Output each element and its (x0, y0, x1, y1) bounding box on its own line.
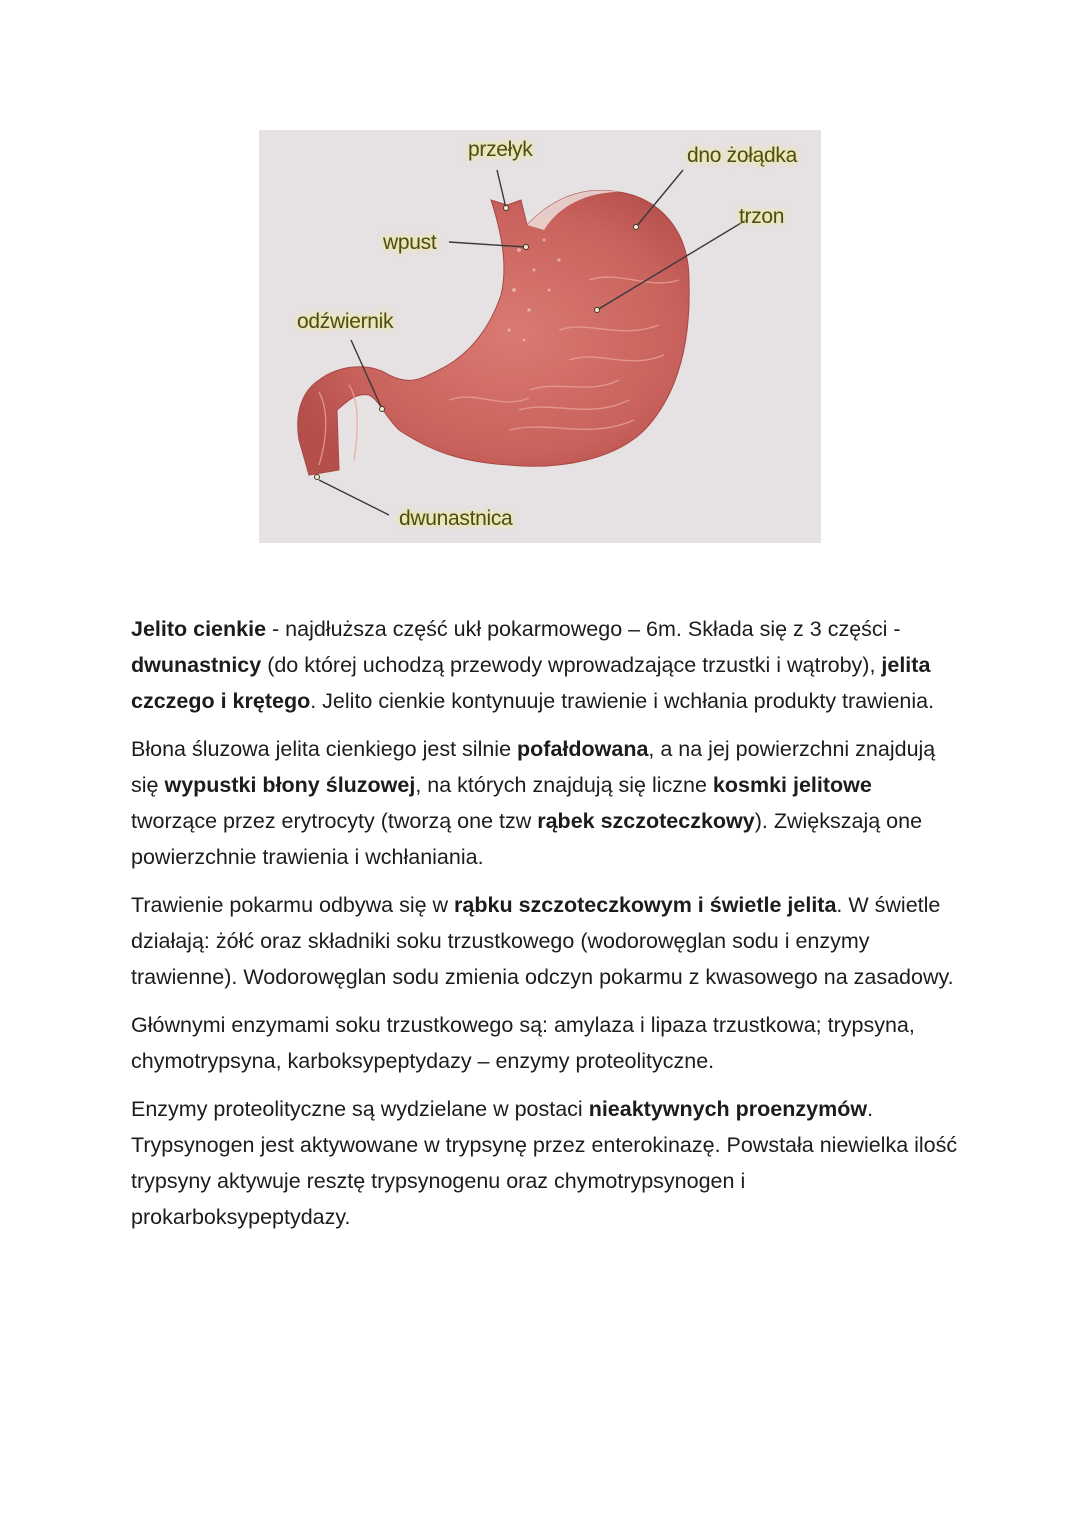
term-pofaldowana: pofałdowana (517, 737, 649, 761)
text-span: (do której uchodzą przewody wprowadzające trzustki i wątroby), (261, 653, 882, 677)
term-jelita-czczego-i-kretego: jelita czczego i krętego (131, 653, 931, 713)
term-nieaktywne-proenzymy: nieaktywnych proenzymów (588, 1097, 868, 1121)
term-wypustki: wypustki błony śluzowej (164, 773, 416, 797)
text-span: Trawienie pokarmu odbywa się w (131, 893, 455, 917)
text-span: , a na jej powierzchni znajdują się (131, 737, 936, 797)
paragraph-trawienie (131, 887, 961, 995)
paragraph-jelito-cienkie (131, 611, 961, 719)
term-rabek-szczoteczkowy: rąbek szczoteczkowy (537, 809, 755, 833)
text-span: . Trypsynogen jest aktywowane w trypsynę przez enterokinazę. Powstała niewielka ilość trypsyny aktywuje resztę trypsynogenu oraz chymotrypsynogen i prokarboksypeptydazy. (131, 1097, 958, 1229)
label-wpust: wpust (383, 231, 437, 254)
label-trzon: trzon (739, 205, 785, 228)
term-dwunastnicy: dwunastnicy (131, 653, 262, 677)
label-odzwiernik: odźwiernik (297, 310, 394, 333)
label-przelyk: przełyk (468, 138, 533, 161)
paragraph-blona-sluzowa (131, 731, 961, 875)
label-dno-zoladka: dno żołądka (687, 144, 797, 167)
text-span: - najdłuższa część ukł pokarmowego – 6m. Składa się z 3 części - (266, 617, 901, 641)
text-span: Enzymy proteolityczne są wydzielane w postaci (131, 1097, 589, 1121)
text-span: Błona śluzowa jelita cienkiego jest silnie (131, 737, 518, 761)
text-span: . W świetle działają: żółć oraz składniki soku trzustkowego (wodorowęglan sodu i enzymy trawienne). Wodorowęglan sodu zmienia odczyn pokarmu z kwasowego na zasadowy. (131, 893, 954, 989)
text-span: ). Zwiększają one powierzchnie trawienia i wchłaniania. (131, 809, 923, 869)
text-span: . Jelito cienkie kontynuuje trawienie i wchłania produkty trawienia. (310, 689, 935, 713)
paragraph-enzymy-glowne (131, 1007, 961, 1079)
paragraph-proenzymy (131, 1091, 961, 1235)
label-dwunastnica: dwunastnica (399, 507, 513, 530)
term-kosmki-jelitowe: kosmki jelitowe (712, 773, 872, 797)
text-span: Głównymi enzymami soku trzustkowego są: amylaza i lipaza trzustkowa; trypsyna, chymotrypsyna, karboksypeptydazy – enzymy proteolityczne. (131, 1013, 915, 1073)
stomach-illustration (259, 130, 821, 543)
document-body (131, 611, 961, 1247)
stomach-diagram (259, 130, 821, 543)
text-span: , na których znajdują się liczne (415, 773, 713, 797)
term-rabek-i-swiatlo: rąbku szczoteczkowym i świetle jelita (454, 893, 837, 917)
text-span: tworzące przez erytrocyty (tworzą one tzw (131, 809, 538, 833)
term-jelito-cienkie: Jelito cienkie (131, 617, 267, 641)
